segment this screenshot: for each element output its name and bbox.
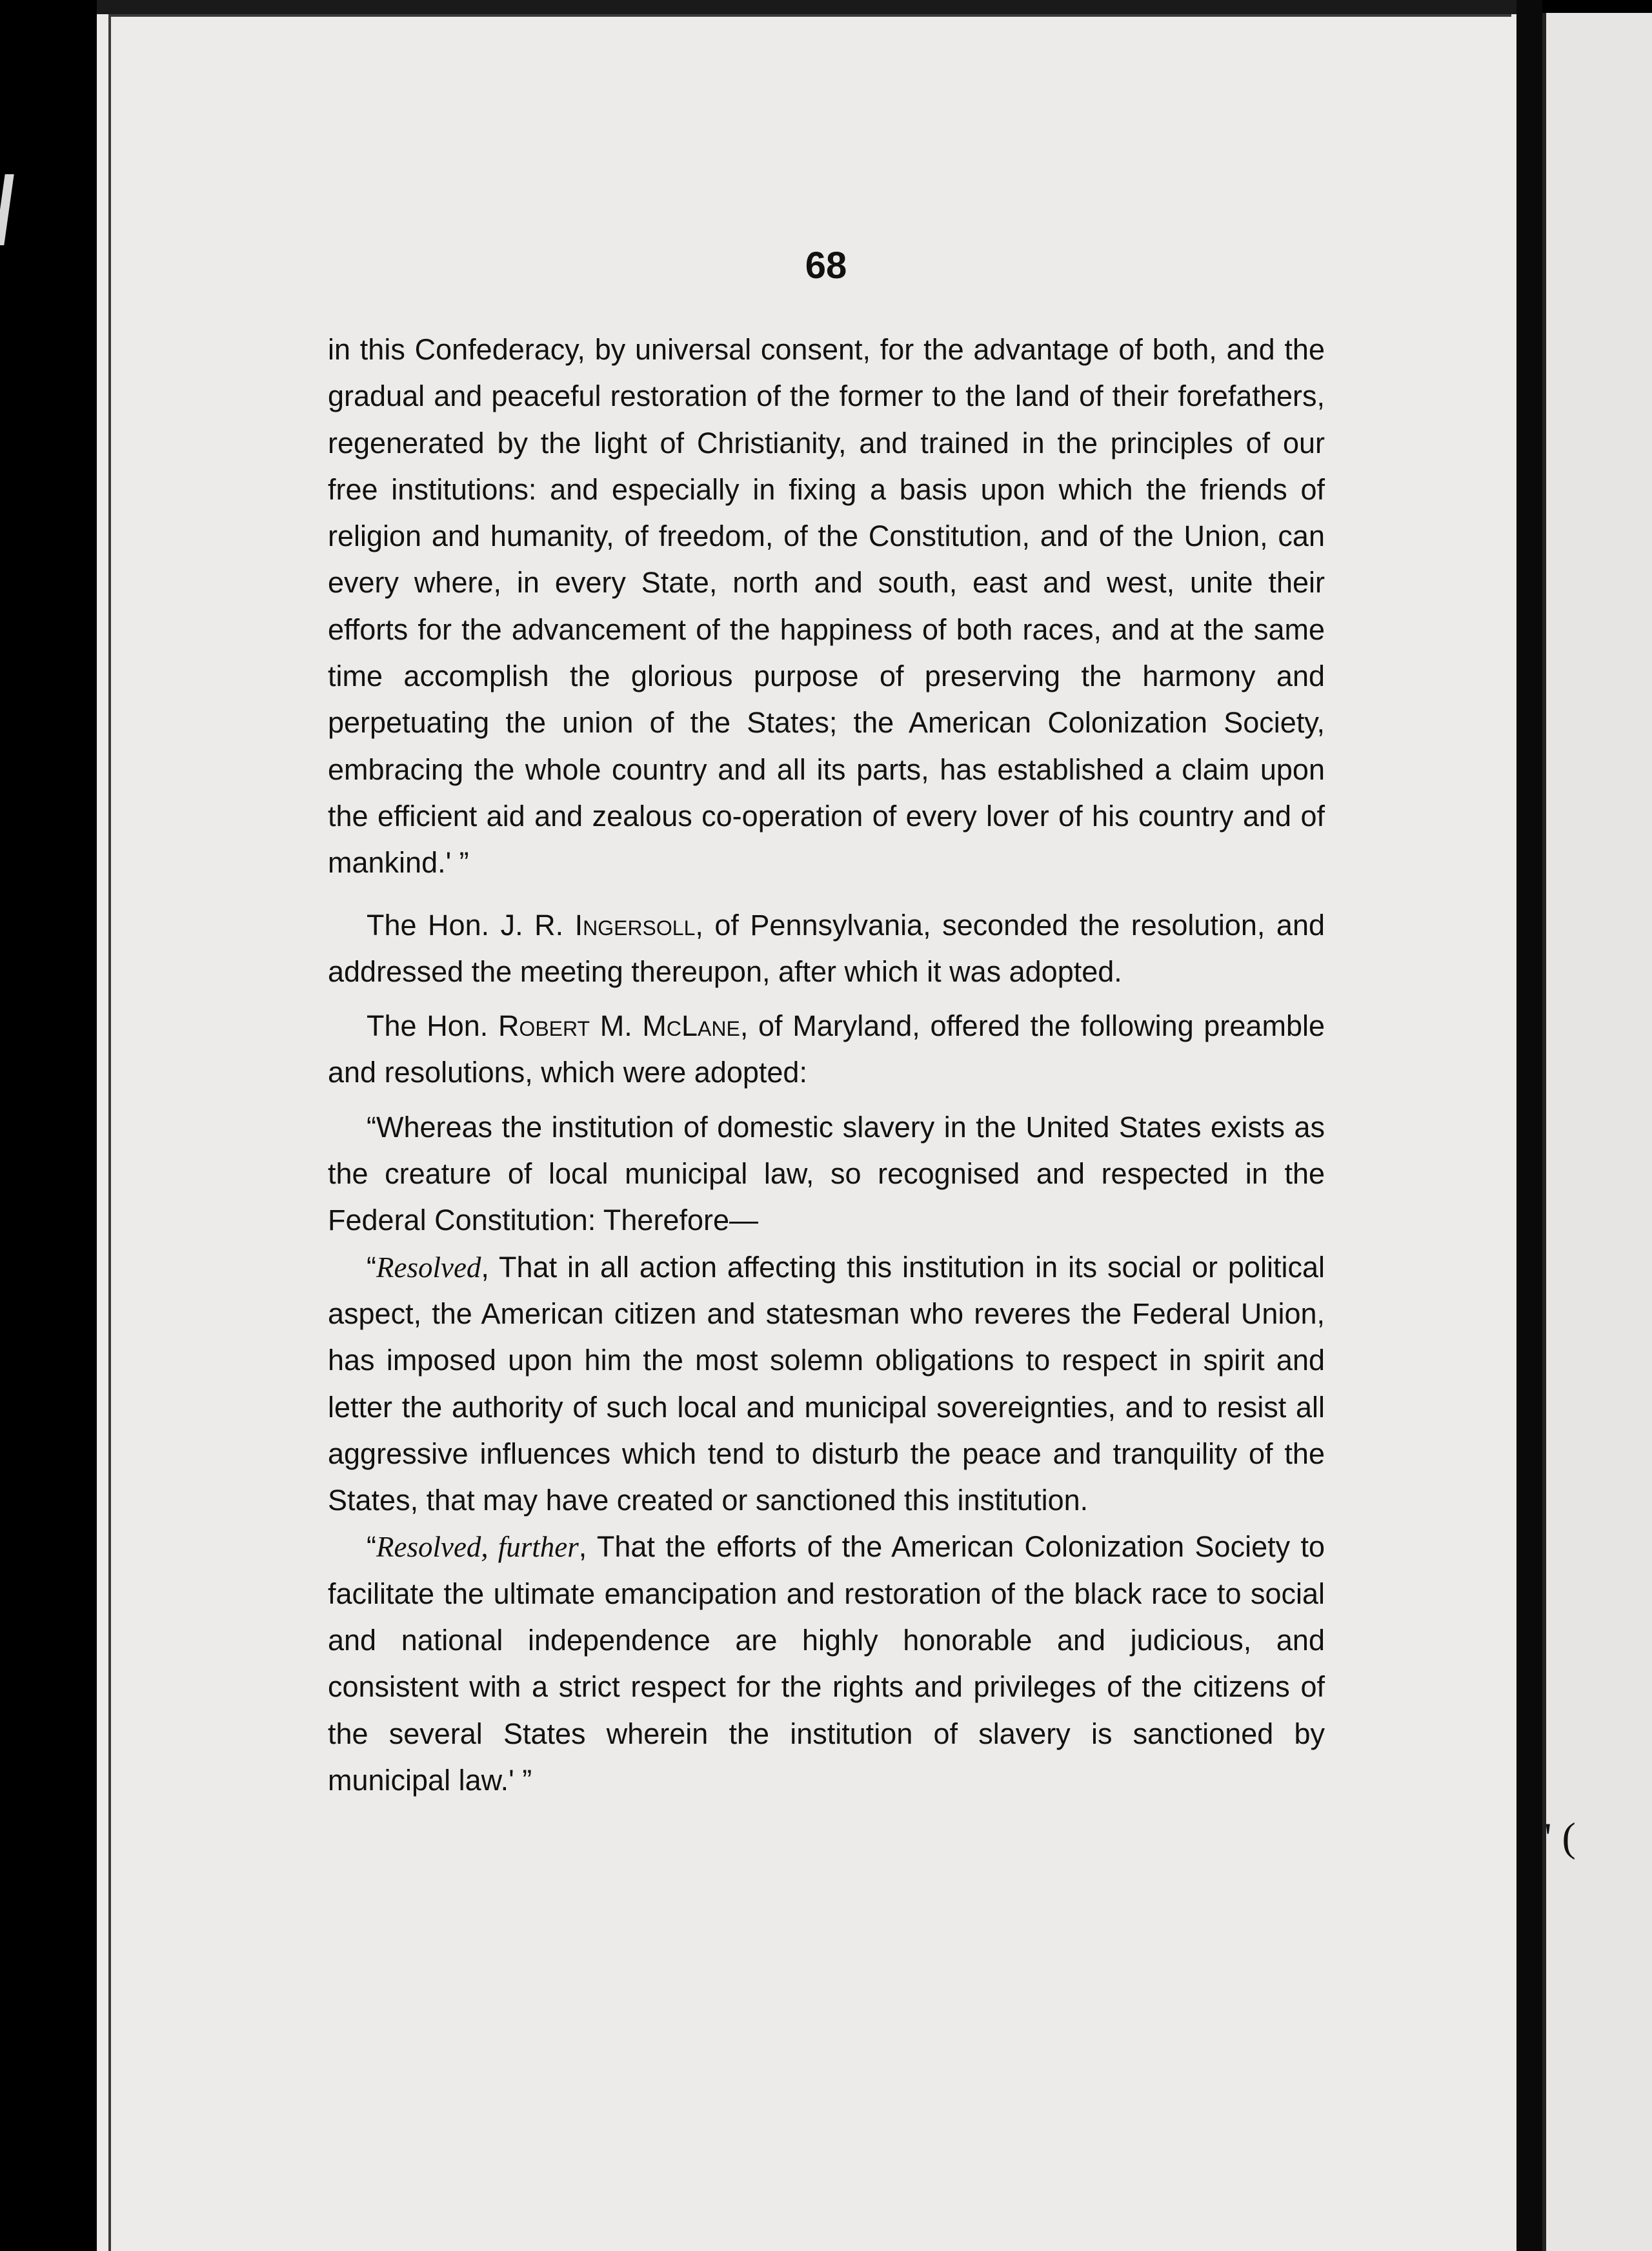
body-text [328,327,1325,1804]
name-mclane: Robert M. McLane [498,1009,740,1043]
resolved-open-quote: “ [367,1250,376,1284]
resolved-further-text: , That the efforts of the American Colonization Society to facilitate the ultimate emancipation and restoration of the black race to social and national independence are highly honorable and judicious, and consistent with a strict respect for the rights and privileges of the citizens of the several States wherein the institution of slavery is sanctioned by municipal law.' ” [328,1530,1325,1797]
resolved-further-open-quote: “ [367,1530,376,1564]
paragraph-continuation: in this Confederacy, by universal consent, for the advantage of both, and the gradual and peaceful restoration of the former to the land of their forefathers, regenerated by the light of Christianity, and trained in the principles of our free institutions: and especially in fixing a basis upon which the friends of religion and humanity, of freedom, of the Constitution, and of the Union, can every where, in every State, north and south, east and west, unite their efforts for the advancement of the happiness of both races, and at the same time accomplish the glorious purpose of preserving the harmony and perpetuating the union of the States; the American Colonization Society, embracing the whole country and all its parts, has established a claim upon the efficient aid and zealous co-operation of every lover of his country and of mankind.' ” [328,333,1325,880]
adjacent-page-mark: ' ( [1544,1814,1576,1860]
paragraph-mclane [328,1003,1325,1096]
gutter-shadow [1516,0,1542,2251]
page-top-edge [97,0,1516,14]
paragraph-mclane-after: , of Maryland, offered the following preamble and resolutions, which were adopted: [328,1009,1325,1089]
paragraph-whereas: “Whereas the institution of domestic slavery in the United States exists as the creature of local municipal law, so recognised and respected in the Federal Constitution: Therefore— [328,1110,1325,1237]
paragraph-ingersoll [328,902,1325,996]
paragraph-ingersoll-before: The Hon. J. R. [367,908,575,942]
name-ingersoll: Ingersoll [574,908,696,942]
resolved-further-italic: Resolved, further [376,1531,579,1564]
paragraph-ingersoll-after: , of Pennsylvania, seconded the resolution, and addressed the meeting thereupon, after which it was adopted. [328,908,1325,988]
paragraph-resolved [328,1244,1325,1524]
left-edge-mark [0,174,14,245]
paragraph-resolved-further [328,1524,1325,1804]
adjacent-page [1542,13,1652,2251]
paragraph-mclane-before: The Hon. [367,1009,498,1043]
resolved-text: , That in all action affecting this institution in its social or political aspect, the American citizen and statesman who reveres the Federal Union, has imposed upon him the most solemn obligations to respect in spirit and letter the authority of such local and municipal sovereignties, and to resist all aggressive influences which tend to disturb the peace and tranquility of the States, that may have created or sanctioned this institution. [328,1250,1325,1517]
page-number: 68 [805,245,847,287]
resolved-italic: Resolved [376,1251,481,1284]
